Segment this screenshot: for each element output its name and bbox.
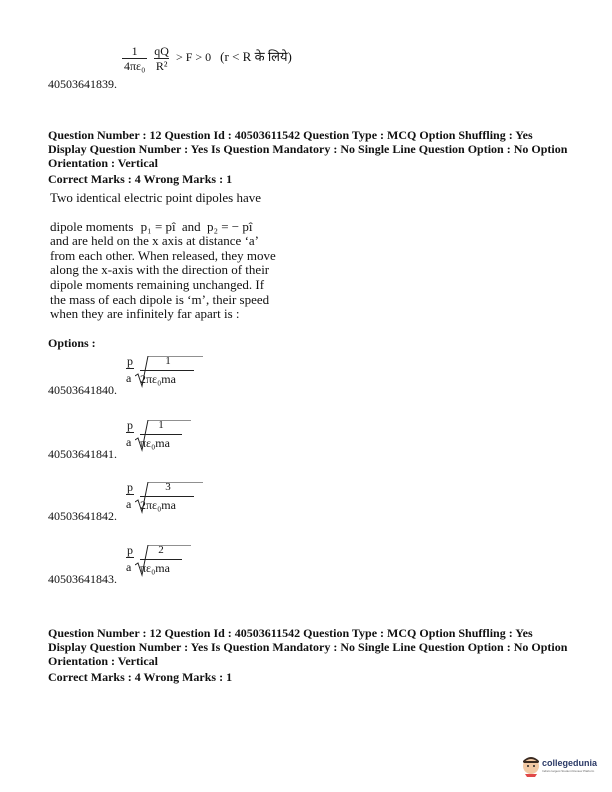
body-text: and bbox=[181, 218, 201, 234]
logo-name: collegedunia bbox=[542, 758, 598, 768]
option-radicand-num: 2 bbox=[158, 544, 164, 556]
fraction-bar bbox=[126, 368, 134, 369]
option-p: p bbox=[127, 480, 133, 494]
option-2-formula[interactable] bbox=[125, 416, 205, 452]
prev-tail: > F > 0 bbox=[175, 50, 212, 65]
option-3-id: 40503641842. bbox=[48, 509, 117, 523]
option-a: a bbox=[126, 435, 132, 449]
option-1-id: 40503641840. bbox=[48, 383, 117, 397]
question-body-line: dipole moments remaining unchanged. If bbox=[50, 276, 265, 292]
question-body-line: the mass of each dipole is ‘m’, their speed bbox=[50, 291, 270, 307]
collegedunia-logo[interactable] bbox=[522, 755, 602, 779]
option-p: p bbox=[127, 543, 133, 557]
option-p: p bbox=[127, 418, 133, 432]
option-radicand-den: πε₀ma bbox=[140, 561, 170, 575]
question-b-meta-line3: Orientation : Vertical bbox=[48, 654, 158, 668]
question-a-meta bbox=[48, 128, 588, 186]
fraction-bar bbox=[126, 432, 134, 433]
option-radicand-num: 1 bbox=[158, 419, 164, 431]
prev-frac1-den: 4πε₀ bbox=[124, 59, 146, 73]
question-body-line: along the x-axis with the direction of their bbox=[50, 262, 270, 278]
question-body-dipole-line bbox=[50, 220, 295, 235]
option-3-formula[interactable] bbox=[125, 478, 205, 514]
option-radicand-num: 3 bbox=[165, 481, 171, 493]
question-body-line: and are held on the x axis at distance ‘a’ bbox=[50, 233, 259, 249]
question-b-meta-line2: Display Question Number : Yes Is Question Mandatory : No Single Line Question Option : No Option bbox=[48, 640, 568, 654]
dipole-moment-p2: p₂ = − pî bbox=[206, 218, 253, 234]
fraction-bar bbox=[140, 434, 182, 435]
fraction-bar bbox=[126, 494, 134, 495]
prev-condition: (r < R के लिये) bbox=[220, 49, 292, 65]
mascot-icon bbox=[522, 757, 540, 777]
fraction-bar bbox=[126, 557, 134, 558]
option-radicand-den: πε₀ma bbox=[140, 436, 170, 450]
question-a-meta-line2: Display Question Number : Yes Is Question Mandatory : No Single Line Question Option : No Option bbox=[48, 142, 568, 156]
body-text: dipole moments bbox=[50, 218, 134, 234]
prev-frac1-num: 1 bbox=[131, 44, 138, 58]
option-radicand-den: 2πε₀ma bbox=[140, 498, 176, 512]
prev-frac-1 bbox=[122, 45, 147, 72]
option-a: a bbox=[126, 560, 132, 574]
question-b-meta bbox=[48, 626, 588, 684]
dipole-moment-p1: p₁ = pî bbox=[140, 218, 176, 234]
question-body-line: Two identical electric point dipoles have bbox=[50, 190, 261, 205]
options-label: Options : bbox=[48, 336, 96, 350]
option-p: p bbox=[127, 354, 133, 368]
option-1-formula[interactable] bbox=[125, 352, 205, 388]
prev-option-id: 40503641839. bbox=[48, 77, 117, 91]
question-a-marks: Correct Marks : 4 Wrong Marks : 1 bbox=[48, 172, 233, 186]
prev-frac2-num: qQ bbox=[154, 44, 169, 58]
question-body-line: when they are infinitely far apart is : bbox=[50, 306, 240, 322]
question-b-meta-line1: Question Number : 12 Question Id : 40503611542 Question Type : MCQ Option Shuffling : Yes bbox=[48, 626, 533, 640]
option-2-id: 40503641841. bbox=[48, 447, 117, 461]
prev-option-expression bbox=[122, 45, 292, 72]
fraction-bar bbox=[140, 370, 194, 371]
fraction-bar bbox=[140, 496, 194, 497]
question-body-line: from each other. When released, they move bbox=[50, 247, 276, 263]
option-radicand-den: 2πε₀ma bbox=[140, 372, 176, 386]
question-a-meta-line3: Orientation : Vertical bbox=[48, 156, 158, 170]
prev-frac-2 bbox=[152, 45, 171, 72]
option-a: a bbox=[126, 497, 132, 511]
option-radicand-num: 1 bbox=[165, 355, 171, 367]
fraction-bar bbox=[140, 559, 182, 560]
question-a-meta-line1: Question Number : 12 Question Id : 40503611542 Question Type : MCQ Option Shuffling : Yes bbox=[48, 128, 533, 142]
logo-tagline: India's largest Student Review Platform bbox=[542, 769, 595, 773]
option-4-id: 40503641843. bbox=[48, 572, 117, 586]
question-b-marks: Correct Marks : 4 Wrong Marks : 1 bbox=[48, 670, 233, 684]
prev-frac2-den: R² bbox=[155, 59, 168, 73]
question-a-body bbox=[50, 191, 295, 322]
option-4-formula[interactable] bbox=[125, 541, 205, 577]
option-a: a bbox=[126, 371, 132, 385]
